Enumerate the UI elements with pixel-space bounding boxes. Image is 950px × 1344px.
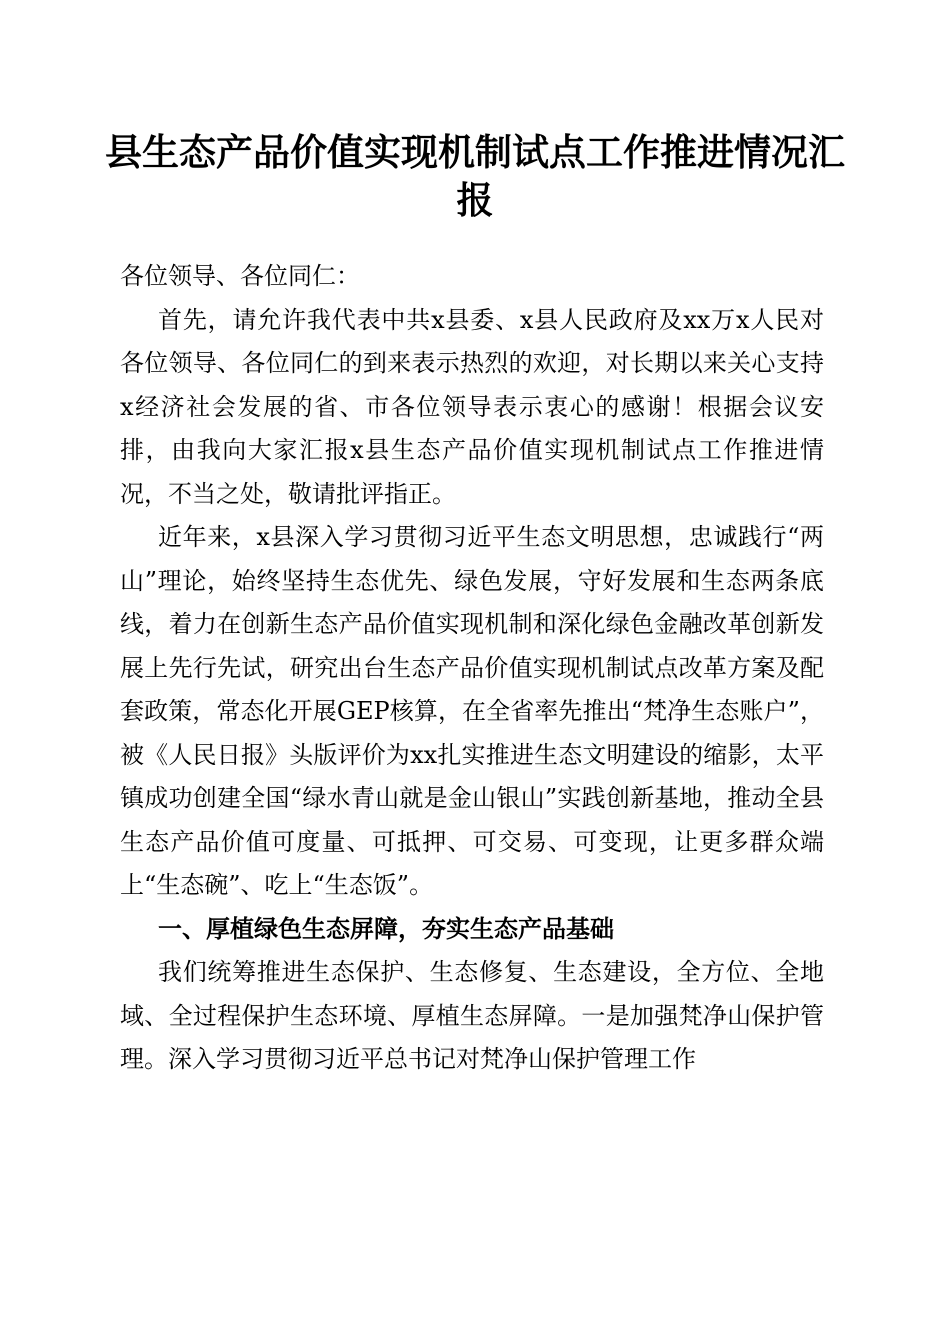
document-title: 县生态产品价值实现机制试点工作推进情况汇报 [105, 130, 845, 222]
paragraph-intro: 首先，请允许我代表中共x县委、x县人民政府及xx万x人民对各位领导、各位同仁的到来表示热烈的欢迎，对长期以来关心支持x经济社会发展的省、市各位领导表示衷心的感谢！根据会议安排，由我向大家汇报x县生态产品价值实现机制试点工作推进情况，不当之处，敬请批评指正。 [120, 305, 824, 508]
paragraph-overview: 近年来，x县深入学习贯彻习近平生态文明思想，忠诚践行“两山”理论，始终坚持生态优先、绿色发展，守好发展和生态两条底线，着力在创新生态产品价值实现机制和深化绿色金融改革创新发展上先行先试，研究出台生态产品价值实现机制试点改革方案及配套政策，常态化开展GEP核算，在全省率先推出“梵净生态账户”，被《人民日报》头版评价为xx扎实推进生态文明建设的缩影，太平镇成功创建全国“绿水青山就是金山银山”实践创新基地，推动全县生态产品价值可度量、可抵押、可交易、可变现，让更多群众端上“生态碗”、吃上“生态饭”。 [120, 523, 824, 899]
document-body [120, 255, 824, 1082]
section-paragraph: 我们统筹推进生态保护、生态修复、生态建设，全方位、全地域、全过程保护生态环境、厚植生态屏障。一是加强梵净山保护管理。深入学习贯彻习近平总书记对梵净山保护管理工作 [120, 958, 824, 1073]
section-heading: 一、厚植绿色生态屏障，夯实生态产品基础 [158, 914, 614, 943]
salutation: 各位领导、各位同仁： [120, 262, 360, 290]
